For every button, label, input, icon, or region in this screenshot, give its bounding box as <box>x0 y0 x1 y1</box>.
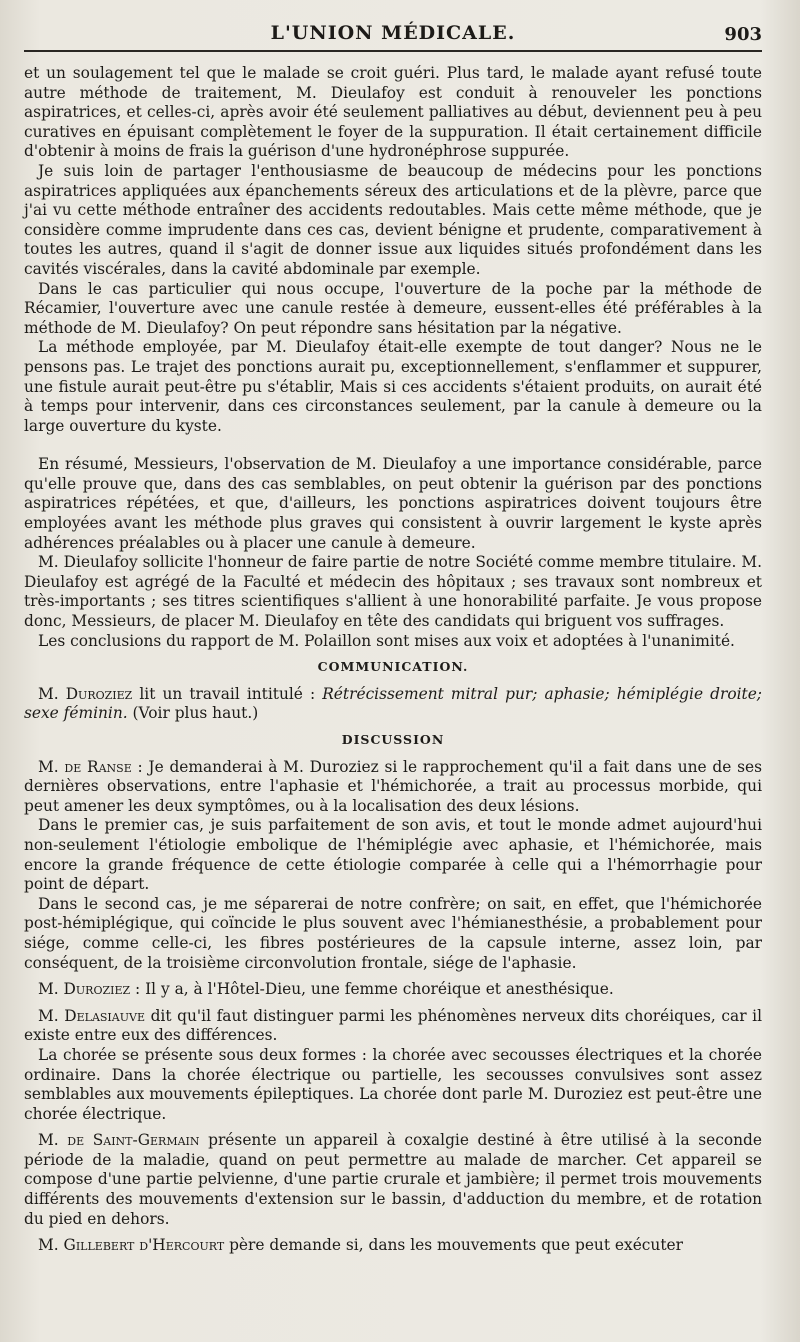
delasiauve-paragraph-2: La chorée se présente sous deux formes : la chorée avec secousses électriques et la chorée ordinaire. Dans la chorée électrique ou partielle, les secousses convulsives sont assez semblables aux mouvements épileptiques. La chorée dont parle M. Duroziez est peut-être une chorée électrique. <box>24 1045 762 1123</box>
speaker-prefix: M. <box>38 1236 64 1255</box>
ranse-text: : Je demanderai à M. Duroziez si le rapprochement qu'il a fait dans une de ses dernières observations, entre l'aphasie et l'hémichorée, a trait au processus morbide, qui peut amener les deux symptômes, ou à la localisation des deux lésions. <box>24 757 762 815</box>
duroziez-text: : Il y a, à l'Hôtel-Dieu, une femme choréique et anesthésique. <box>130 980 614 999</box>
saint-germain-text: présente un appareil à coxalgie destiné à être utilisé à la seconde période de la maladie, quand on peut permettre au malade de marcher. Cet appareil se compose d'une partie pelvienne, d'une partie crurale et jambière; il permet trois mouvements différents des mouvements d'extension sur le bassin, d'adduction du membre, et de rotation du pied en dehors. <box>24 1131 762 1228</box>
communication-tail: (Voir plus haut.) <box>127 704 259 723</box>
gillebert-paragraph <box>24 1236 762 1256</box>
speaker-name: Duroziez <box>65 684 133 703</box>
communication-text: lit un travail intitulé : <box>132 684 323 703</box>
speaker-prefix: M. <box>38 757 65 776</box>
communication-paragraph <box>24 685 762 724</box>
ranse-paragraph <box>24 758 762 817</box>
speaker-prefix: M. <box>38 684 66 703</box>
paragraph-3: Dans le cas particulier qui nous occupe, l'ouverture de la poche par la méthode de Récamier, l'ouverture avec une canule restée à demeure, eussent-elles été préférables à la méthode de M. Dieulafoy? On peut répondre sans hésitation par la négative. <box>24 279 762 337</box>
paragraph-gap <box>24 436 762 455</box>
page-number: 903 <box>724 24 762 45</box>
communication-heading: COMMUNICATION. <box>317 659 469 675</box>
paragraph-4: La méthode employée, par M. Dieulafoy était-elle exempte de tout danger? Nous ne le pensons pas. Le trajet des ponctions aurait pu, exceptionnellement, s'enflammer et suppurer, une fistule aurait peut-être pu s'établir, Mais si ces accidents s'étaient produits, on aurait été à temps pour intervenir, dans ces circonstances seulement, par la canule à demeure ou la large ouverture du kyste. <box>24 338 762 435</box>
paragraph-7: Les conclusions du rapport de M. Polaillon sont mises aux voix et adoptées à l'unanimité. <box>38 631 735 650</box>
speaker-prefix: M. <box>38 1006 65 1025</box>
ranse-paragraph-2: Dans le premier cas, je suis parfaitement de son avis, et tout le monde admet aujourd'hui non-seulement l'étiologie embolique de l'hémiplégie avec aphasie, et l'hémichorée, mais encore la grande fréquence de cette étiologie comparée à celle qui a l'hémorrhagie pour point de départ. <box>24 816 762 894</box>
paragraph-2: Je suis loin de partager l'enthousiasme de beaucoup de médecins pour les ponctions aspiratrices appliquées aux épanchements séreux des articulations et de la plèvre, parce que j'ai vu cette méthode entraîner des accidents redoutables. Mais cette même méthode, que je considère comme imprudente dans ces cas, devient bénigne et prudente, comparativement à toutes les autres, quand il s'agit de donner issue aux liquides situés profondément dans les cavités viscérales, dans la cavité abdominale par exemple. <box>24 161 762 278</box>
speaker-name: Duroziez <box>63 980 131 999</box>
delasiauve-paragraph <box>24 1007 762 1046</box>
speaker-prefix: M. <box>38 980 64 999</box>
gillebert-text: père demande si, dans les mouvements que peut exécuter <box>224 1236 683 1255</box>
duroziez-paragraph <box>24 980 762 1000</box>
paragraph-1: et un soulagement tel que le malade se croit guéri. Plus tard, le malade ayant refusé toute autre méthode de traitement, M. Dieulafoy est conduit à renouveler les ponctions aspiratrices, et celles-ci, après avoir été seulement palliatives au début, deviennent peu à peu curatives en épuisant complètement le foyer de la suppuration. Il était certainement difficile d'obtenir à moins de frais la guérison d'une hydronéphrose suppurée. <box>24 64 762 161</box>
page-header <box>24 14 762 52</box>
ranse-paragraph-3: Dans le second cas, je me séparerai de notre confrère; on sait, en effet, que l'hémichorée post-hémiplégique, qui coïncide le plus souvent avec l'hémianesthésie, a probablement pour siége, comme celle-ci, les fibres postérieures de la capsule interne, assez loin, par conséquent, de la troisième circonvolution frontale, siége de l'aphasie. <box>24 894 762 972</box>
speaker-name: de Saint-Germain <box>67 1131 200 1150</box>
discussion-heading: DISCUSSION <box>341 732 445 747</box>
speaker-name: de Ranse <box>64 757 132 776</box>
speaker-name: Delasiauve <box>64 1006 145 1025</box>
delasiauve-text: dit qu'il faut distinguer parmi les phénomènes nerveux dits choréiques, car il existe entre eux des différences. <box>24 1006 763 1045</box>
saint-germain-paragraph <box>24 1131 762 1229</box>
running-title: L'UNION MÉDICALE. <box>270 22 516 44</box>
article-body <box>24 64 762 1256</box>
speaker-prefix: M. <box>38 1131 68 1150</box>
paragraph-6: M. Dieulafoy sollicite l'honneur de faire partie de notre Société comme membre titulaire. M. Dieulafoy est agrégé de la Faculté et médecin des hôpitaux ; ses travaux sont nombreux et très-importants ; ses titres scientifiques s'allient à une honorabilité parfaite. Je vous propose donc, Messieurs, de placer M. Dieulafoy en tête des candidats qui briguent vos suffrages. <box>24 553 762 631</box>
communication-title: Rétrécissement mitral pur; aphasie; hémiplégie droite; sexe féminin. <box>24 684 762 723</box>
paragraph-5: En résumé, Messieurs, l'observation de M. Dieulafoy a une importance considérable, parce qu'elle prouve que, dans des cas semblables, on peut obtenir la guérison par des ponctions aspiratrices répétées, et que, d'ailleurs, les ponctions aspiratrices doivent toujours être employées avant les méthode plus graves qui consistent à ouvrir largement le kyste après adhérences préalables ou à placer une canule à demeure. <box>24 455 762 552</box>
speaker-name: Gillebert d'Hercourt <box>63 1236 225 1255</box>
